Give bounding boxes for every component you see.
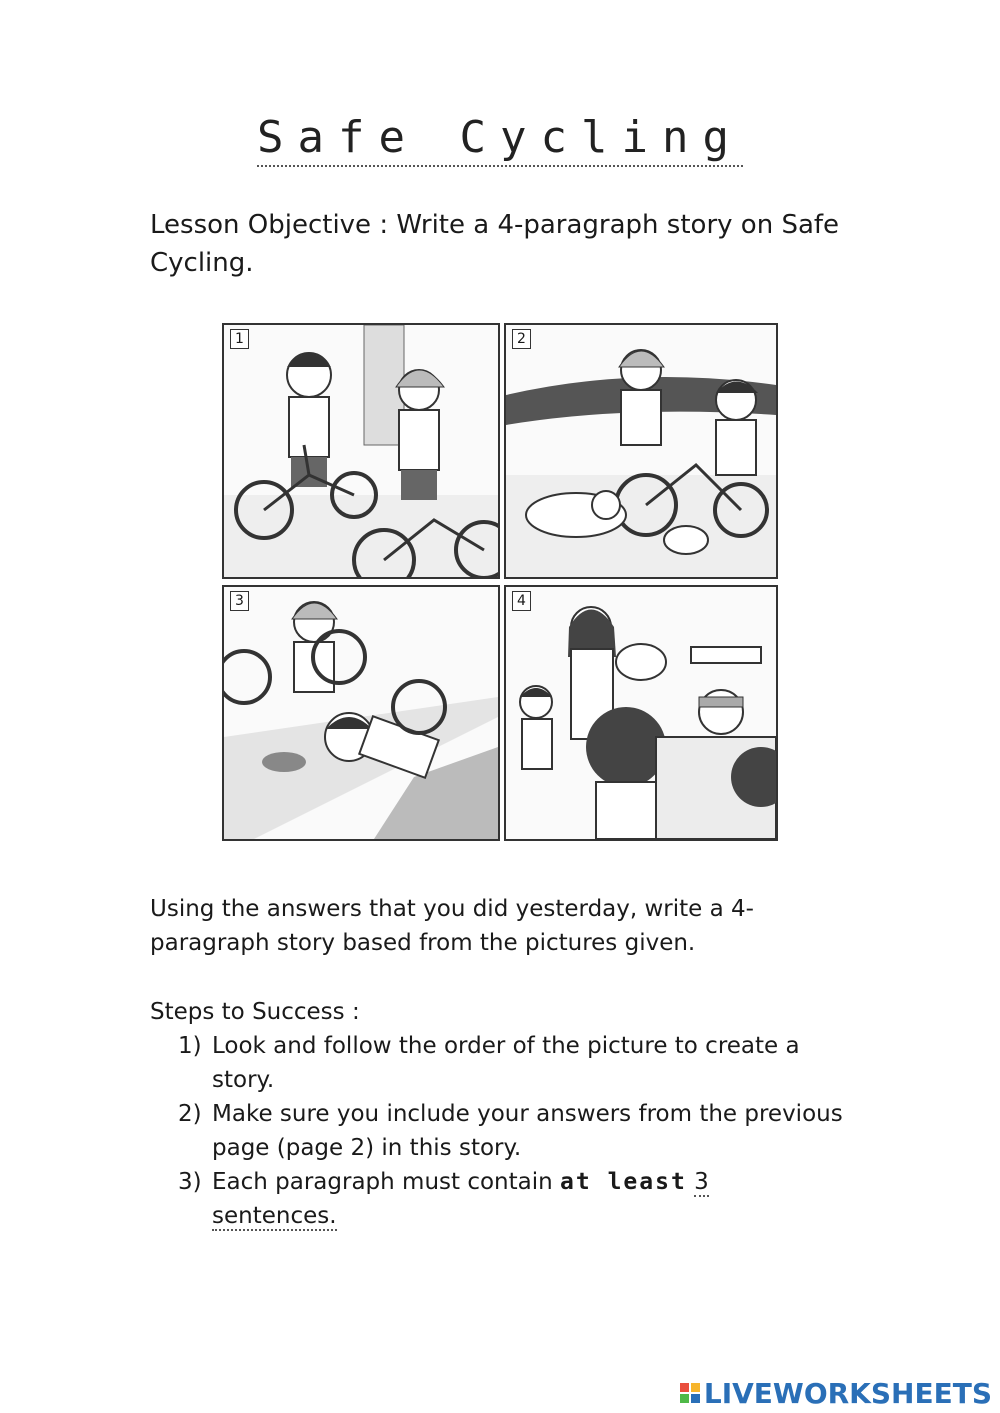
comic-panel-4 bbox=[504, 585, 778, 841]
panel-number: 4 bbox=[512, 591, 531, 611]
panel-3-illustration bbox=[224, 587, 498, 839]
instruction-text: Using the answers that you did yesterday, write a 4-paragraph story based from the pictures given. bbox=[150, 896, 754, 956]
underlined-number: 3 bbox=[694, 1169, 709, 1195]
lesson-objective: Lesson Objective : Write a 4-paragraph story on Safe Cycling. bbox=[150, 210, 840, 278]
comic-strip bbox=[222, 323, 778, 841]
title-text: Safe Cycling bbox=[257, 112, 743, 167]
liveworksheets-logo[interactable] bbox=[680, 1378, 992, 1408]
step-text: Look and follow the order of the picture to create a story. bbox=[212, 1033, 800, 1093]
list-item bbox=[178, 1097, 858, 1165]
panel-number: 3 bbox=[230, 591, 249, 611]
panel-number: 1 bbox=[230, 329, 249, 349]
steps-title: Steps to Success : bbox=[150, 999, 360, 1025]
steps-list bbox=[178, 1029, 858, 1233]
step-number: 1) bbox=[178, 1033, 202, 1059]
panel-number: 2 bbox=[512, 329, 531, 349]
comic-panel-2 bbox=[504, 323, 778, 579]
logo-icon bbox=[680, 1383, 700, 1403]
step-number: 3) bbox=[178, 1169, 202, 1195]
step-text: Make sure you include your answers from the previous page (page 2) in this story. bbox=[212, 1101, 843, 1161]
emphasis-at-least: at least bbox=[560, 1169, 687, 1195]
step-number: 2) bbox=[178, 1101, 202, 1127]
step-text-part: Each paragraph must contain bbox=[212, 1169, 561, 1195]
brand-name: LIVEWORKSHEETS bbox=[703, 1376, 992, 1410]
list-item bbox=[178, 1029, 858, 1097]
comic-panel-1 bbox=[222, 323, 500, 579]
comic-panel-3 bbox=[222, 585, 500, 841]
panel-1-illustration bbox=[224, 325, 498, 577]
list-item bbox=[178, 1165, 858, 1233]
panel-4-illustration bbox=[506, 587, 776, 839]
underlined-word: sentences. bbox=[212, 1203, 337, 1229]
worksheet-title bbox=[0, 112, 1000, 163]
step-text bbox=[212, 1165, 858, 1233]
panel-2-illustration bbox=[506, 325, 776, 577]
